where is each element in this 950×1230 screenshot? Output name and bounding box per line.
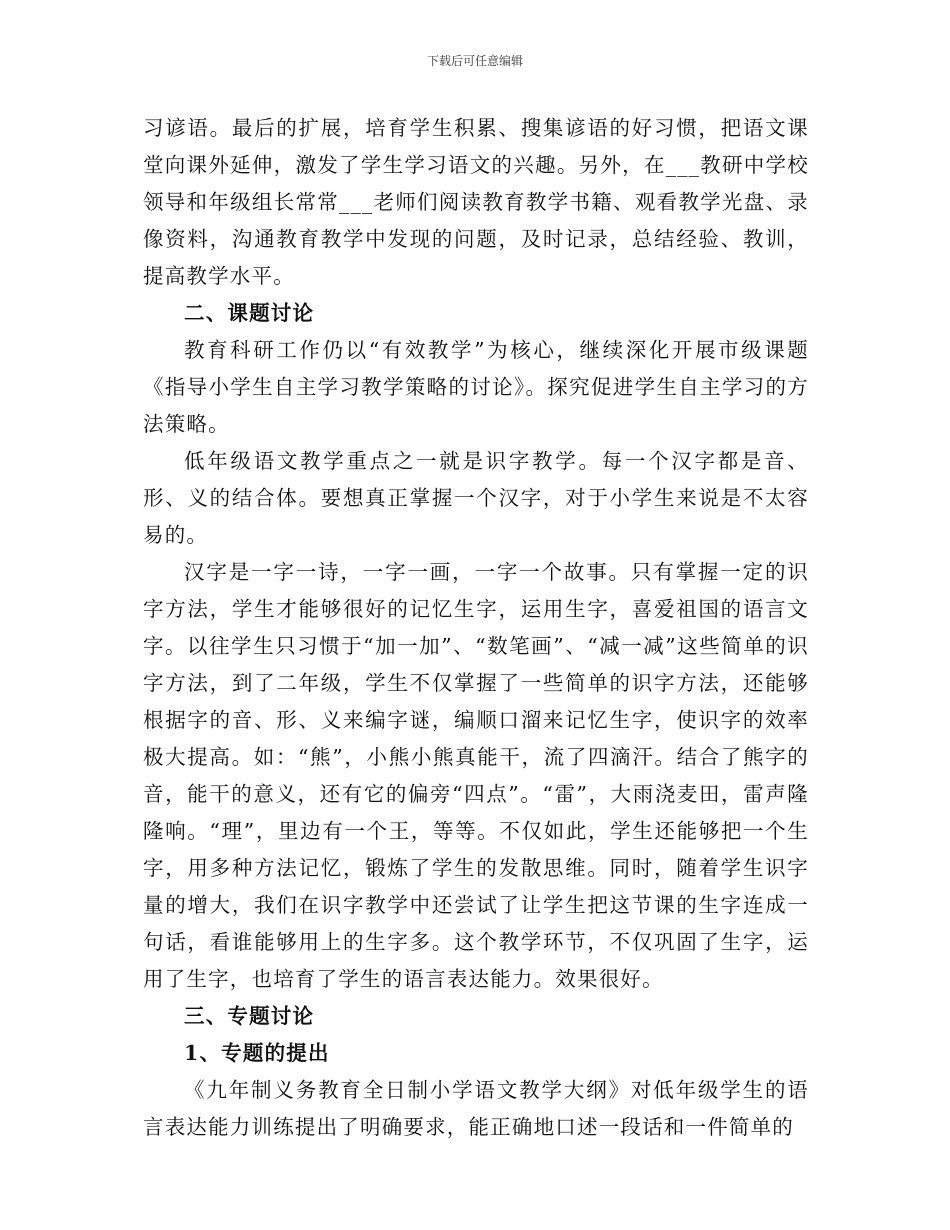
paragraph-syllabus: 《九年制义务教育全日制小学语文教学大纲》对低年级学生的语言表达能力训练提出了明确要求，能正确地口述一段话和一件简单的	[143, 1078, 809, 1139]
paragraph-character-methods: 汉字是一字一诗，一字一画，一字一个故事。只有掌握一定的识字方法，学生才能够很好的记忆生字，运用生字，喜爱祖国的语言文字。以往学生只习惯于“加一加”、“数笔画”、“减一减”这些简单的识字方法，到了二年级，学生不仅掌握了一些简单的识字方法，还能够根据字的音、形、义来编字谜，编顺口溜来记忆生字，使识字的效率极大提高。如：“熊”，小熊小熊真能干，流了四滴汗。结合了熊字的音，能干的意义，还有它的偏旁“四点”。“雷”，大雨浇麦田，雷声隆隆响。“理”，里边有一个王，等等。不仅如此，学生还能够把一个生字，用多种方法记忆，锻炼了学生的发散思维。同时，随着学生识字量的增大，我们在识字教学中还尝试了让学生把这节课的生字连成一句话，看谁能够用上的生字多。这个教学环节，不仅巩固了生字，运用了生字，也培育了学生的语言表达能力。效果很好。	[143, 560, 809, 991]
document-body	[143, 110, 809, 1146]
page-header: 下载后可任意编辑	[426, 54, 523, 68]
paragraph-literacy-teaching: 低年级语文教学重点之一就是识字教学。每一个汉字都是音、形、义的结合体。要想真正掌握一个汉字，对于小学生来说是不太容易的。	[143, 449, 809, 547]
section-heading-topic-discussion: 二、课题讨论	[184, 301, 315, 325]
section-heading-special-discussion: 三、专题讨论	[184, 1004, 315, 1028]
paragraph-research-work: 教育科研工作仍以“有效教学”为核心，继续深化开展市级课题《指导小学生自主学习教学策略的讨论》。探究促进学生自主学习的方法策略。	[143, 338, 809, 436]
subsection-heading-proposal: 1、专题的提出	[184, 1041, 330, 1065]
paragraph-continuation: 习谚语。最后的扩展，培育学生积累、搜集谚语的好习惯，把语文课堂向课外延伸，激发了学生学习语文的兴趣。另外，在___教研中学校领导和年级组长常常___老师们阅读教育教学书籍、观看教学光盘、录像资料，沟通教育教学中发现的问题，及时记录，总结经验、教训，提高教学水平。	[143, 116, 809, 288]
